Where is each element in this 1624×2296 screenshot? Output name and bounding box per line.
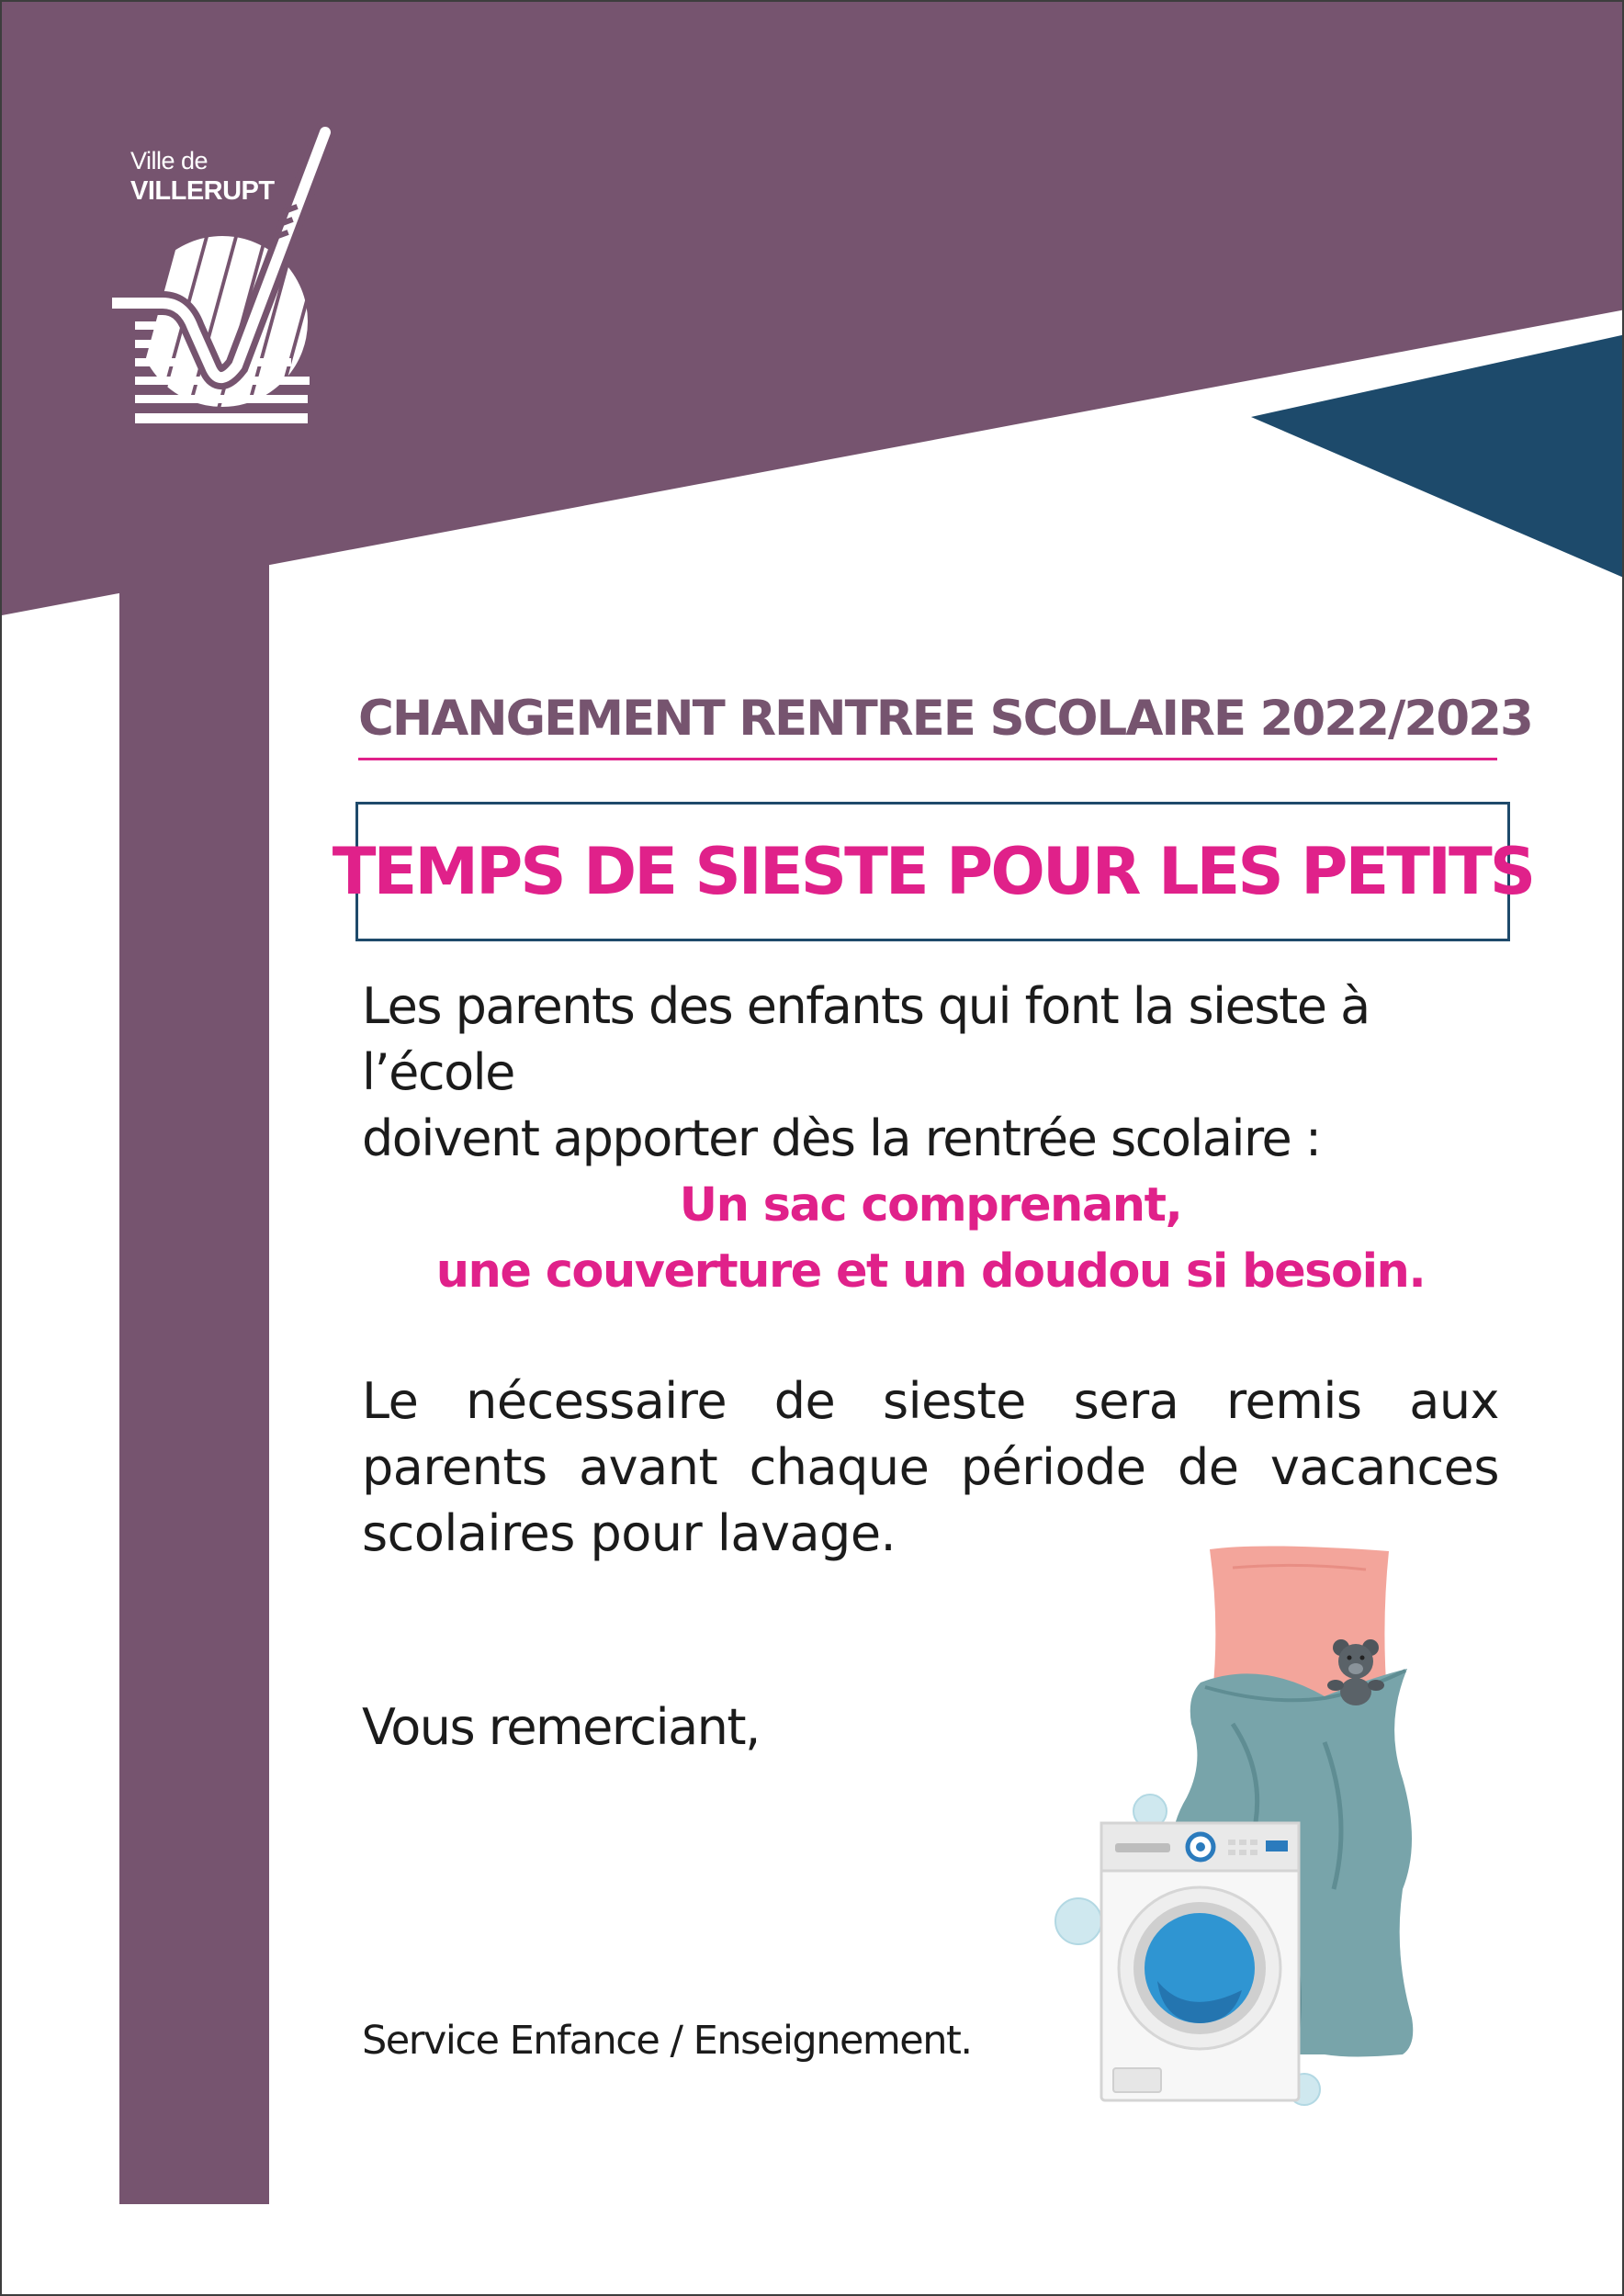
intro-line-1: Les parents des enfants qui font la sieste à l’école <box>362 977 1370 1101</box>
page-title: TEMPS DE SIESTE POUR LES PETITS <box>332 834 1534 909</box>
closing-text: Vous remerciant, <box>362 1698 760 1756</box>
highlight-line-2: une couverture et un doudou si besoin. <box>435 1244 1426 1299</box>
blue-triangle <box>1251 334 1624 579</box>
logo-text-ville-de: Ville de <box>130 147 209 174</box>
left-vertical-bar <box>119 516 269 2204</box>
highlight-message <box>362 1173 1499 1305</box>
signature: Service Enfance / Enseignement. <box>362 2018 972 2064</box>
villerupt-logo <box>112 121 351 443</box>
intro-line-2: doivent apporter dès la rentrée scolaire : <box>362 1109 1321 1167</box>
logo-text-villerupt: VILLERUPT <box>130 176 275 206</box>
wash-notice-paragraph: Le nécessaire de sieste sera remis aux parents avant chaque période de vacances scolaires pour lavage. <box>362 1372 1499 1562</box>
washing-machine-icon <box>1101 1823 1299 2100</box>
page-heading: CHANGEMENT RENTREE SCOLAIRE 2022/2023 <box>358 686 1497 760</box>
highlight-line-1: Un sac comprenant, <box>679 1178 1182 1232</box>
nap-kit-illustration <box>1049 1540 1435 2119</box>
intro-paragraph <box>362 974 1499 1172</box>
title-box <box>332 802 1534 941</box>
